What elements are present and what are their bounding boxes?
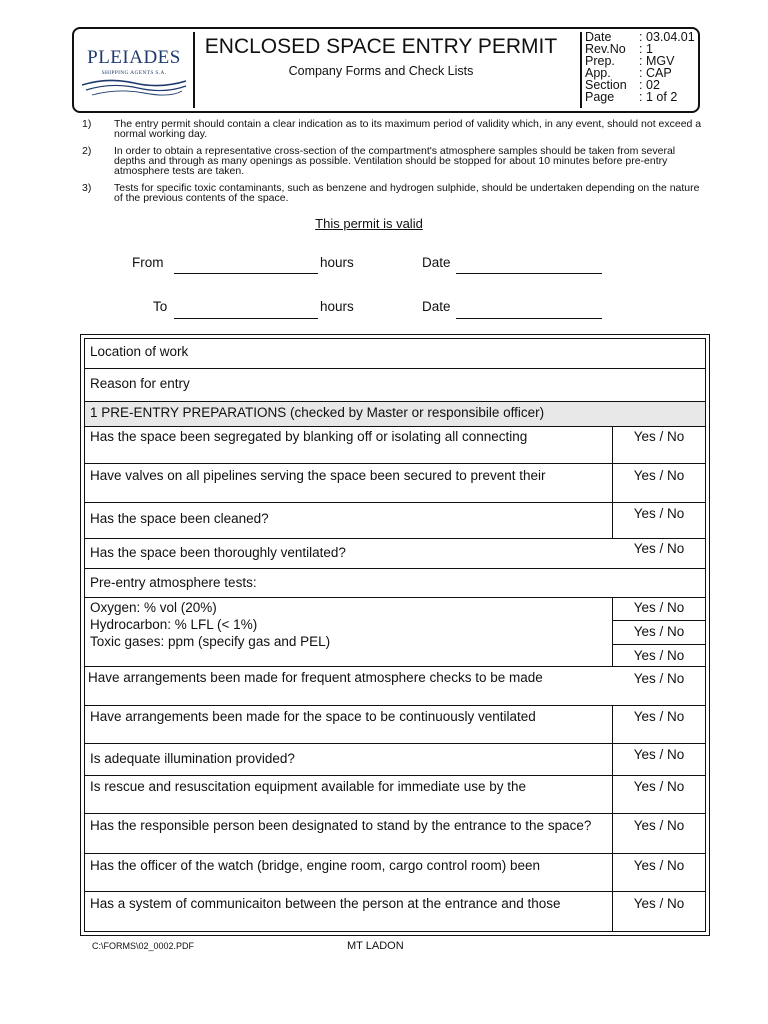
- section-heading: 1 PRE-ENTRY PREPARATIONS (checked by Master or responsibile officer): [90, 405, 545, 420]
- meta-row-rev: Rev.No : 1: [585, 42, 653, 56]
- yes-no-option[interactable]: Yes / No: [633, 709, 685, 724]
- yes-no-option[interactable]: Yes / No: [633, 747, 685, 762]
- yes-no-option[interactable]: Yes / No: [633, 429, 685, 444]
- meta-key: Date: [585, 30, 612, 44]
- row-divider: [84, 368, 706, 369]
- note-item: [82, 183, 707, 203]
- from-hours-field[interactable]: [174, 273, 318, 274]
- note-number: 1): [82, 118, 92, 130]
- row-divider: [84, 401, 706, 402]
- meta-row-prep: Prep. : MGV: [585, 54, 675, 68]
- ship-name: MT LADON: [347, 940, 404, 952]
- question-text: Is adequate illumination provided?: [90, 751, 295, 766]
- file-path: C:\FORMS\02_0002.PDF: [92, 941, 195, 951]
- note-text: Tests for specific toxic contaminants, such as benzene and hydrogen sulphide, should be undertaken depending on the nature of the previous contents of the space.: [114, 182, 700, 204]
- question-text: Has the space been thoroughly ventilated?: [90, 545, 346, 560]
- meta-value: MGV: [646, 54, 675, 68]
- validity-heading: This permit is valid: [315, 216, 423, 231]
- yes-no-option[interactable]: Yes / No: [633, 896, 685, 911]
- from-label: From: [132, 255, 164, 270]
- from-date-label: Date: [422, 255, 451, 270]
- meta-row-app: App. : CAP: [585, 66, 672, 80]
- header-divider: [580, 32, 582, 108]
- row-divider: [84, 538, 706, 539]
- yes-no-option[interactable]: Yes / No: [633, 858, 685, 873]
- company-logo: [78, 43, 190, 103]
- yes-no-option[interactable]: Yes / No: [633, 648, 685, 663]
- question-text: Is rescue and resuscitation equipment available for immediate use by the: [90, 779, 526, 794]
- row-divider: [612, 644, 706, 645]
- row-divider: [612, 620, 706, 621]
- yes-no-option[interactable]: Yes / No: [633, 468, 685, 483]
- yes-no-option[interactable]: Yes / No: [633, 600, 685, 615]
- to-hours-field[interactable]: [174, 318, 318, 319]
- location-of-work-label: Location of work: [90, 344, 189, 359]
- to-date-field[interactable]: [456, 318, 602, 319]
- yes-no-option[interactable]: Yes / No: [633, 779, 685, 794]
- to-hours-label: hours: [320, 299, 354, 314]
- hydrocarbon-test-label: Hydrocarbon: % LFL (< 1%): [90, 617, 258, 632]
- question-text: Has the officer of the watch (bridge, engine room, cargo control room) been: [90, 858, 540, 873]
- note-text: The entry permit should contain a clear indication as to its maximum period of validity which, in any event, should not exceed a normal working day.: [114, 118, 702, 140]
- meta-value: 03.04.01: [646, 30, 695, 44]
- yes-no-option[interactable]: Yes / No: [633, 671, 685, 686]
- yes-no-option[interactable]: Yes / No: [633, 541, 685, 556]
- note-number: 3): [82, 182, 92, 194]
- document-title: ENCLOSED SPACE ENTRY PERMIT: [204, 35, 558, 58]
- question-text: Has the responsible person been designated to stand by the entrance to the space?: [90, 818, 592, 833]
- question-text: Have valves on all pipelines serving the space been secured to prevent their: [90, 468, 546, 483]
- header-divider: [193, 32, 195, 108]
- meta-value: CAP: [646, 66, 672, 80]
- from-hours-label: hours: [320, 255, 354, 270]
- meta-row-date: Date : 03.04.01: [585, 30, 695, 44]
- atmosphere-tests-label: Pre-entry atmosphere tests:: [90, 575, 257, 590]
- instruction-notes: [82, 119, 707, 210]
- from-date-field[interactable]: [456, 273, 602, 274]
- note-item: [82, 146, 707, 176]
- to-label: To: [153, 299, 168, 314]
- wave-icon: [78, 73, 190, 99]
- question-text: Has the space been cleaned?: [90, 511, 269, 526]
- document-header: [72, 27, 700, 113]
- meta-value: 1 of 2: [646, 90, 678, 104]
- document-subtitle: Company Forms and Check Lists: [288, 64, 474, 78]
- question-text: Have arrangements been made for frequent atmosphere checks to be made: [88, 670, 543, 685]
- question-text: Has a system of communicaiton between the person at the entrance and those: [90, 896, 561, 911]
- toxic-gas-test-label: Toxic gases: ppm (specify gas and PEL): [90, 634, 331, 649]
- yes-no-option[interactable]: Yes / No: [633, 624, 685, 639]
- to-date-label: Date: [422, 299, 451, 314]
- note-text: In order to obtain a representative cross-section of the compartment's atmosphere samples should be taken from several depths and through as many openings as possible. Ventilation should be stopped for about 10 minutes before pre-entry atmosphere tests are taken.: [114, 145, 676, 177]
- question-text: Has the space been segregated by blanking off or isolating all connecting: [90, 429, 528, 444]
- row-divider: [84, 568, 706, 569]
- meta-key: Page: [585, 90, 615, 104]
- logo-subtitle: SHIPPING AGENTS S.A.: [101, 70, 167, 76]
- document-meta: [585, 31, 695, 103]
- note-number: 2): [82, 145, 92, 157]
- logo-name: PLEIADES: [87, 47, 181, 68]
- row-divider: [84, 666, 706, 667]
- meta-key: Section: [585, 78, 627, 92]
- meta-value: 1: [646, 42, 653, 56]
- meta-key: Rev.No: [585, 42, 626, 56]
- meta-key: App.: [585, 66, 611, 80]
- question-text: Have arrangements been made for the space to be continuously ventilated: [90, 709, 536, 724]
- yes-no-option[interactable]: Yes / No: [633, 506, 685, 521]
- meta-value: 02: [646, 78, 660, 92]
- meta-key: Prep.: [585, 54, 615, 68]
- meta-row-page: Page : 1 of 2: [585, 90, 678, 104]
- note-item: [82, 119, 707, 139]
- yes-no-option[interactable]: Yes / No: [633, 818, 685, 833]
- oxygen-test-label: Oxygen: % vol (20%): [90, 600, 217, 615]
- reason-for-entry-label: Reason for entry: [90, 376, 190, 391]
- meta-row-section: Section : 02: [585, 78, 660, 92]
